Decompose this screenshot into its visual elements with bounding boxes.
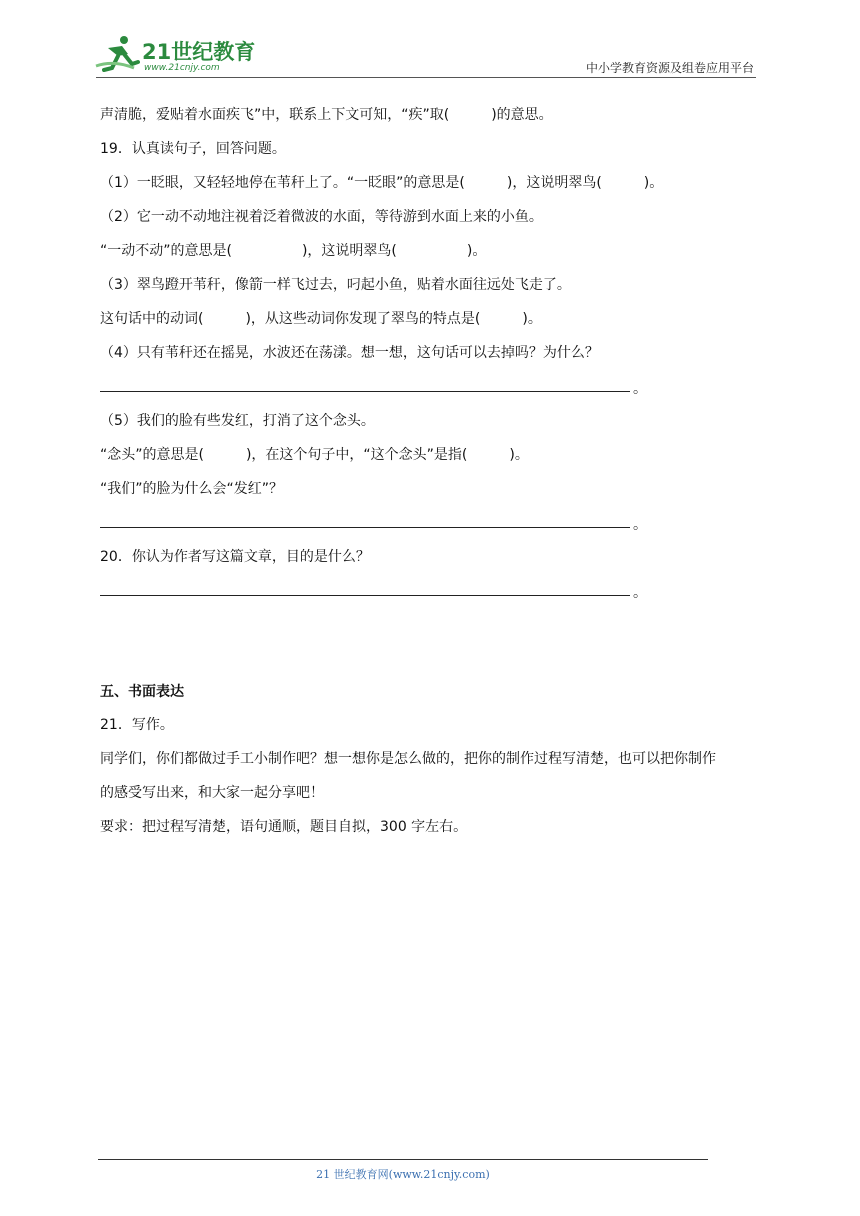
answer-period: 。 [633, 517, 647, 533]
logo-url: www.21cnjy.com [144, 63, 220, 73]
question-20: 20．你认为作者写这篇文章，目的是什么？ [100, 549, 370, 565]
section-title: 五、书面表达 [100, 684, 184, 700]
question-19-part-3-prompt: 这句话中的动词( )，从这些动词你发现了翠鸟的特点是( )。 [100, 311, 542, 327]
question-19-part-2-prompt: “一动不动”的意思是( )，这说明翠鸟( )。 [100, 243, 487, 259]
question-19-part-2: （2）它一动不动地注视着泛着微波的水面，等待游到水面上来的小鱼。 [100, 209, 543, 225]
question-19-part-1: （1）一眨眼，又轻轻地停在苇秆上了。“一眨眼”的意思是( )，这说明翠鸟( )。 [100, 175, 664, 191]
question-19: 19．认真读句子，回答问题。 [100, 141, 286, 157]
header-tagline: 中小学教育资源及组卷应用平台 [585, 61, 754, 75]
question-19-part-3: （3）翠鸟蹬开苇秆，像箭一样飞过去，叼起小鱼，贴着水面往远处飞走了。 [100, 277, 571, 293]
question-19-part-5: （5）我们的脸有些发红，打消了这个念头。 [100, 413, 375, 429]
logo-text: 21世纪教育 [142, 40, 256, 64]
writing-prompt-line-2: 的感受写出来，和大家一起分享吧！ [100, 785, 324, 801]
writing-prompt-line-1: 同学们，你们都做过手工小制作吧？想一想你是怎么做的，把你的制作过程写清楚，也可以把你制作 [100, 751, 716, 767]
page-header [0, 0, 860, 80]
answer-period: 。 [633, 381, 647, 397]
footer-divider [98, 1159, 708, 1160]
site-logo[interactable] [94, 34, 264, 78]
answer-line[interactable] [100, 595, 630, 596]
question-19-part-5-why: “我们”的脸为什么会“发红”？ [100, 481, 284, 497]
answer-period: 。 [633, 585, 647, 601]
writing-requirements: 要求：把过程写清楚，语句通顺，题目自拟，300 字左右。 [100, 819, 468, 835]
text-line: 声清脆，爱贴着水面疾飞”中，联系上下文可知，“疾”取( )的意思。 [100, 107, 553, 123]
question-21: 21．写作。 [100, 717, 174, 733]
answer-line[interactable] [100, 527, 630, 528]
runner-icon [94, 34, 140, 74]
header-divider [96, 77, 756, 78]
question-19-part-4: （4）只有苇秆还在摇晃，水波还在荡漾。想一想，这句话可以去掉吗？为什么？ [100, 345, 599, 361]
footer-link[interactable]: 21 世纪教育网(www.21cnjy.com) [316, 1168, 490, 1181]
question-19-part-5-prompt: “念头”的意思是( )，在这个句子中，“这个念头”是指( )。 [100, 447, 529, 463]
answer-line[interactable] [100, 391, 630, 392]
